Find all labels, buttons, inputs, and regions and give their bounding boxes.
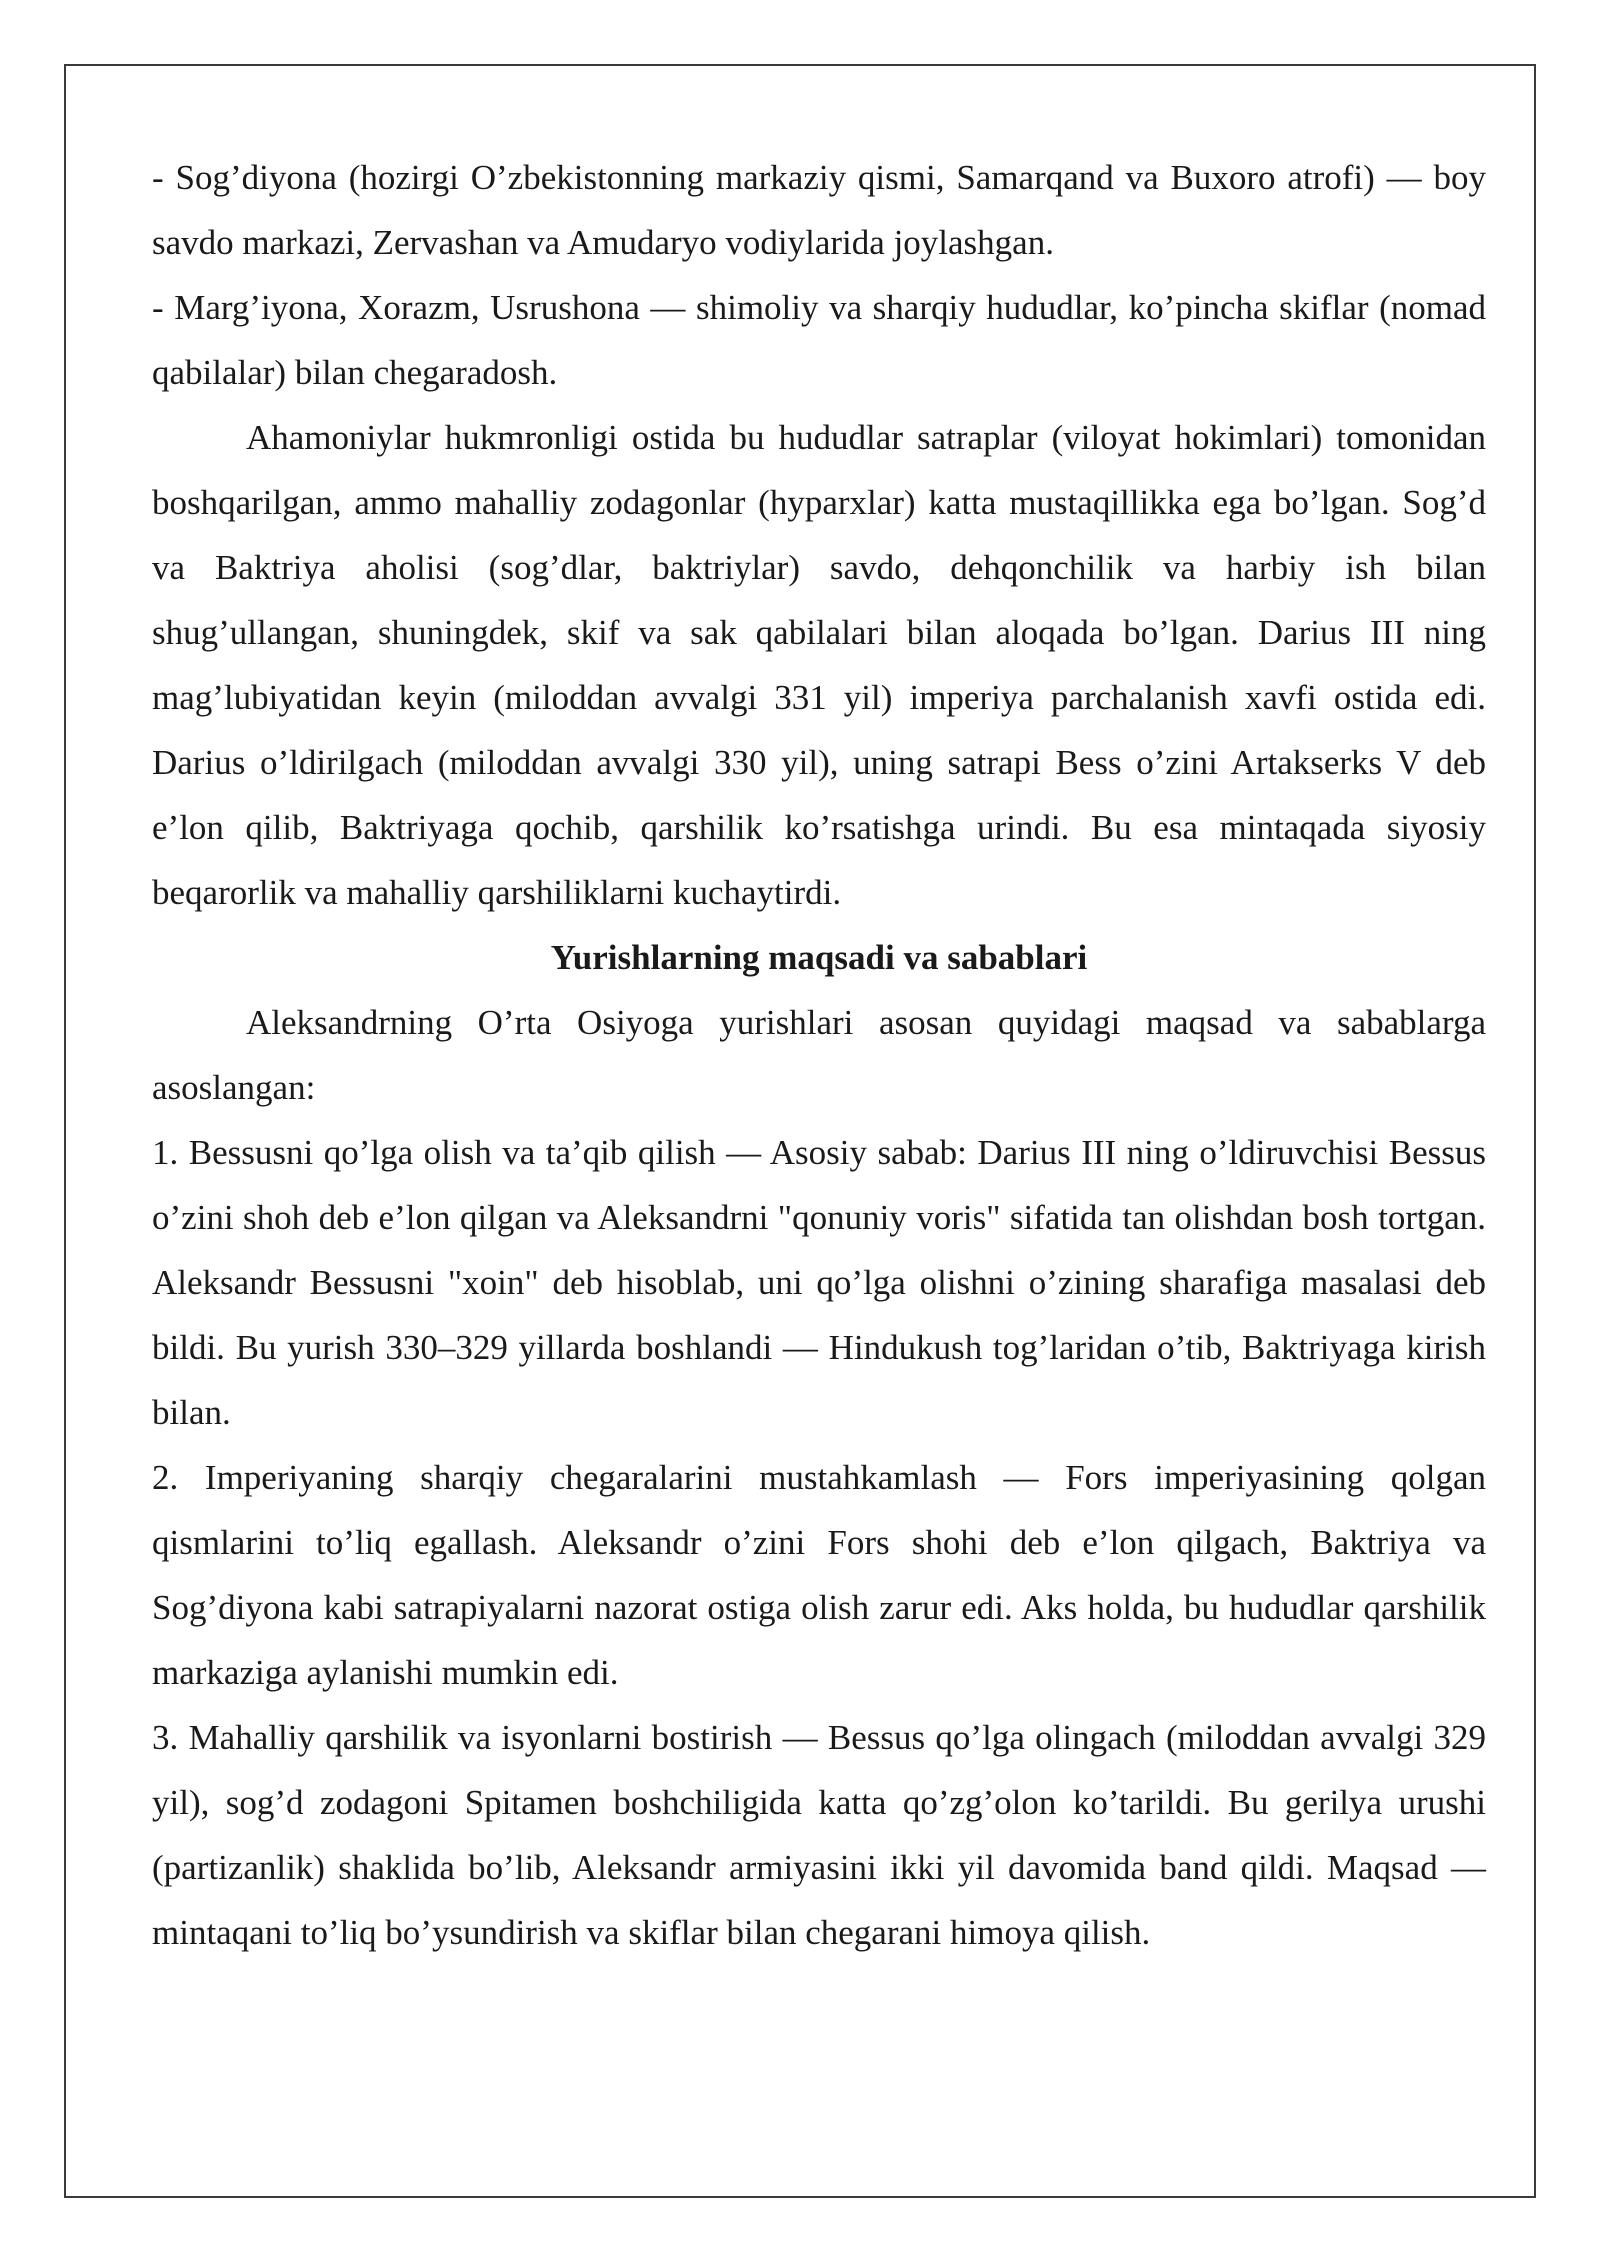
paragraph-margiana: - Marg’iyona, Xorazm, Usrushona — shimoliy va sharqiy hududlar, ko’pincha skiflar (nomad qabilalar) bilan chegaradosh. (152, 288, 1486, 392)
document-body (152, 145, 1486, 1965)
list-item-3: 3. Mahalliy qarshilik va isyonlarni bostirish — Bessus qo’lga olingach (miloddan avvalgi 329 yil), sog’d zodagoni Spitamen boshchiligida katta qo’zg’olon ko’tarildi. Bu gerilya urushi (partizanlik) shaklida bo’lib, Aleksandr armiyasini ikki yil davomida band qildi. Maqsad — mintaqani to’liq bo’ysundirish va skiflar bilan chegarani himoya qilish. (152, 1718, 1486, 1952)
paragraph-intro-reasons: Aleksandrning O’rta Osiyoga yurishlari asosan quyidagi maqsad va sabablarga asoslangan: (152, 1003, 1486, 1107)
paragraph-achaemenid-rule: Ahamoniylar hukmronligi ostida bu hududlar satraplar (viloyat hokimlari) tomonidan boshqarilgan, ammo mahalliy zodagonlar (hyparxlar) katta mustaqillikka ega bo’lgan. Sog’d va Baktriya aholisi (sog’dlar, baktriylar) savdo, dehqonchilik va harbiy ish bilan shug’ullangan, shuningdek, skif va sak qabilalari bilan aloqada bo’lgan. Darius III ning mag’lubiyatidan keyin (miloddan avvalgi 331 yil) imperiya parchalanish xavfi ostida edi. Darius o’ldirilgach (miloddan avvalgi 330 yil), uning satrapi Bess o’zini Artakserks V deb e’lon qilib, Baktriyaga qochib, qarshilik ko’rsatishga urindi. Bu esa mintaqada siyosiy beqarorlik va mahalliy qarshiliklarni kuchaytirdi. (152, 418, 1486, 912)
list-item-2: 2. Imperiyaning sharqiy chegaralarini mustahkamlash — Fors imperiyasining qolgan qismlarini to’liq egallash. Aleksandr o’zini Fors shohi deb e’lon qilgach, Baktriya va Sog’diyona kabi satrapiyalarni nazorat ostiga olish zarur edi. Aks holda, bu hududlar qarshilik markaziga aylanishi mumkin edi. (152, 1458, 1486, 1692)
section-heading: Yurishlarning maqsadi va sabablari (550, 938, 1088, 977)
paragraph-sogdiana: - Sog’diyona (hozirgi O’zbekistonning markaziy qismi, Samarqand va Buxoro atrofi) — boy savdo markazi, Zervashan va Amudaryo vodiylarida joylashgan. (152, 158, 1486, 262)
list-item-1: 1. Bessusni qo’lga olish va ta’qib qilish — Asosiy sabab: Darius III ning o’ldiruvchisi Bessus o’zini shoh deb e’lon qilgan va Aleksandrni "qonuniy voris" sifatida tan olishdan bosh tortgan. Aleksandr Bessusni "xoin" deb hisoblab, uni qo’lga olishni o’zining sharafiga masalasi deb bildi. Bu yurish 330–329 yillarda boshlandi — Hindukush tog’laridan o’tib, Baktriyaga kirish bilan. (152, 1133, 1486, 1432)
